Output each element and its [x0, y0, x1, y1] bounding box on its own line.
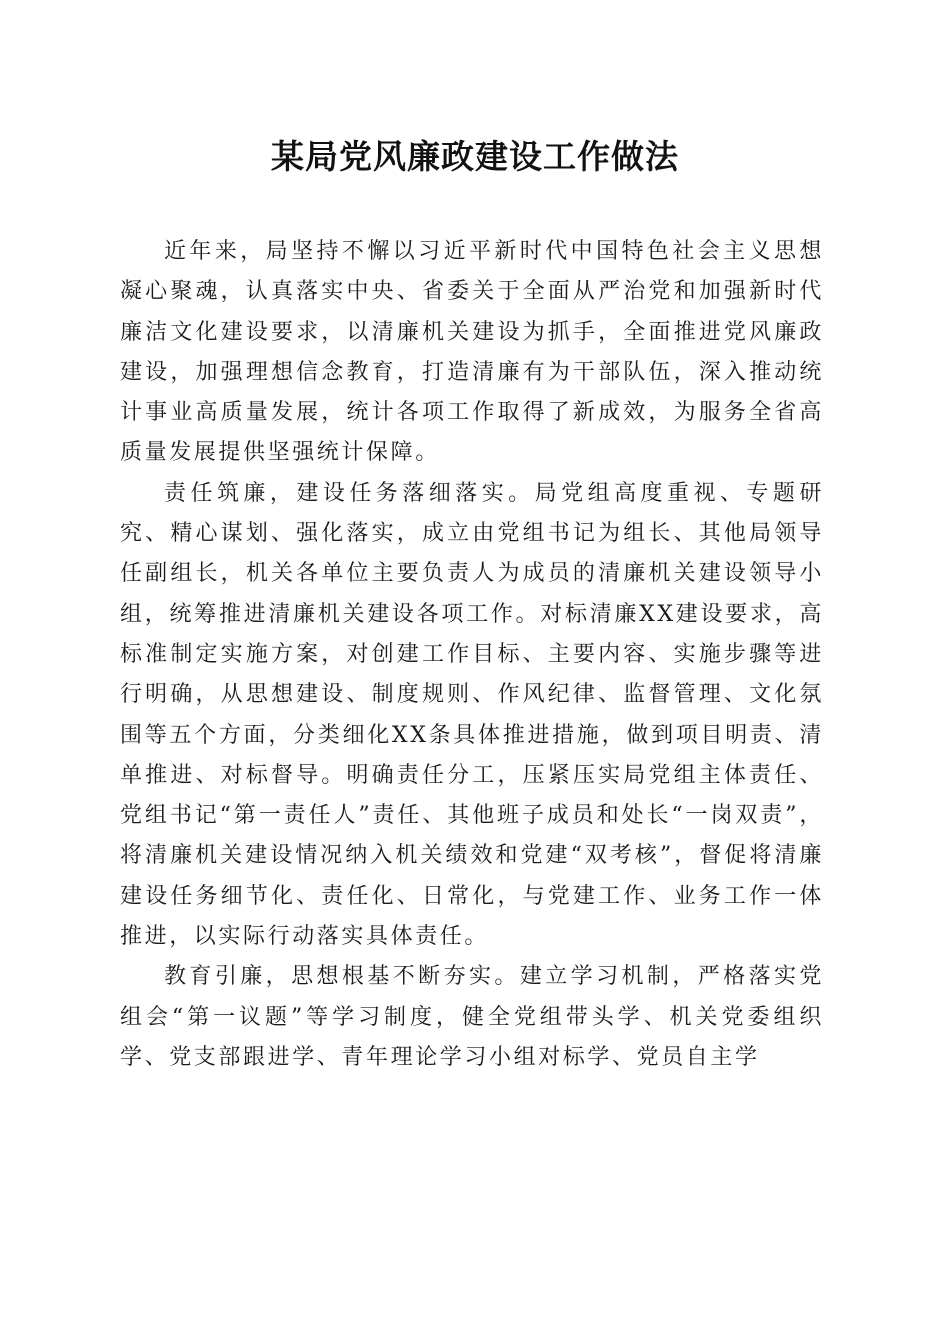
document-title: 某局党风廉政建设工作做法	[271, 137, 679, 176]
paragraph-responsibility: 责任筑廉，建设任务落细落实。局党组高度重视、专题研究、精心谋划、强化落实，成立由党组书记为组长、其他局领导任副组长，机关各单位主要负责人为成员的清廉机关建设领导小组，统筹推进清廉机关建设各项工作。对标清廉XX建设要求，高标准制定实施方案，对创建工作目标、主要内容、实施步骤等进行明确，从思想建设、制度规则、作风纪律、监督管理、文化氛围等五个方面，分类细化XX条具体推进措施，做到项目明责、清单推进、对标督导。明确责任分工，压紧压实局党组主体责任、党组书记“第一责任人”责任、其他班子成员和处长“一岗双责”，将清廉机关建设情况纳入机关绩效和党建“双考核”，督促将清廉建设任务细节化、责任化、日常化，与党建工作、业务工作一体推进，以实际行动落实具体责任。	[120, 480, 824, 950]
paragraph-education: 教育引廉，思想根基不断夯实。建立学习机制，严格落实党组会“第一议题”等学习制度，健全党组带头学、机关党委组织学、党支部跟进学、青年理论学习小组对标学、党员自主学	[120, 964, 824, 1070]
paragraph-intro: 近年来，局坚持不懈以习近平新时代中国特色社会主义思想凝心聚魂，认真落实中央、省委关于全面从严治党和加强新时代廉洁文化建设要求，以清廉机关建设为抓手，全面推进党风廉政建设，加强理想信念教育，打造清廉有为干部队伍，深入推动统计事业高质量发展，统计各项工作取得了新成效，为服务全省高质量发展提供坚强统计保障。	[120, 239, 824, 466]
document-body	[120, 232, 824, 1078]
